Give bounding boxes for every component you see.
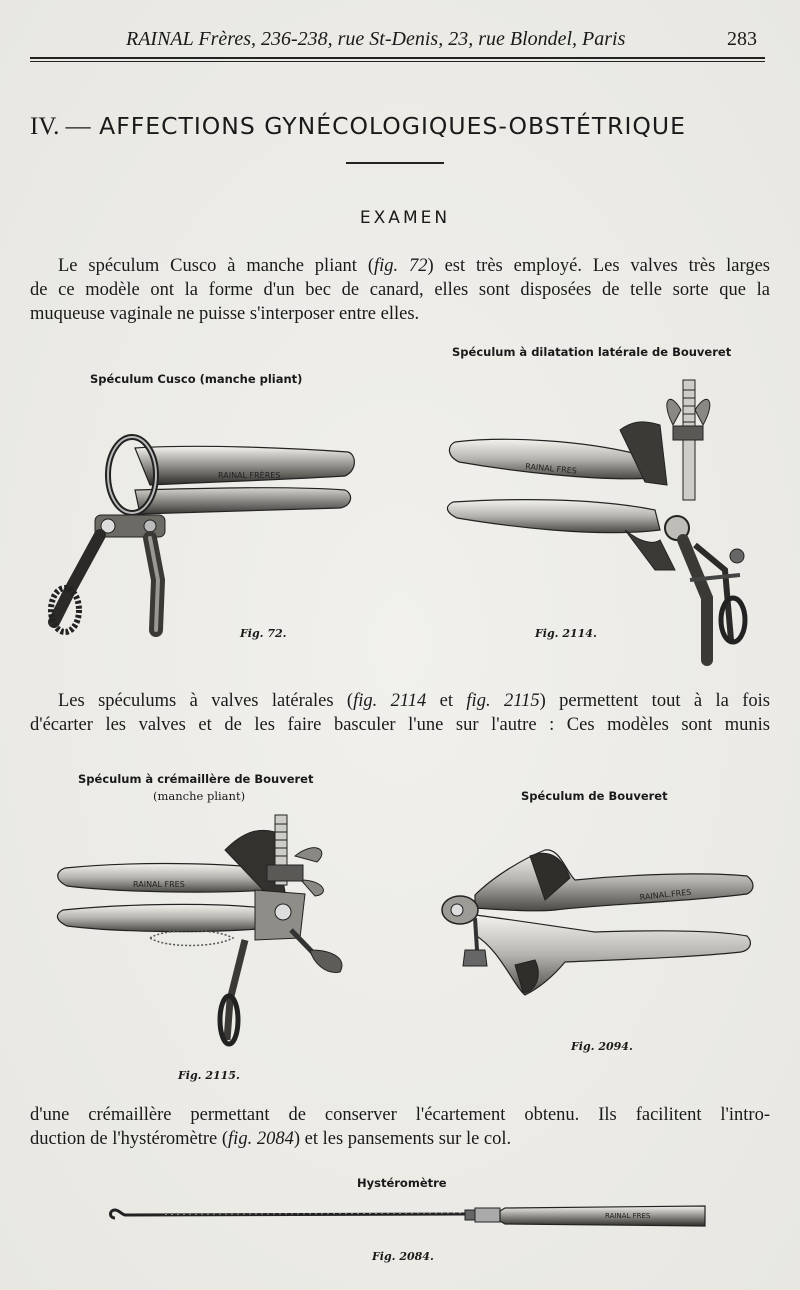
caption-hysterometre: Hystéromètre [357,1176,447,1190]
figure-reference: fig. 2084 [228,1129,294,1149]
paragraph-3-line-1: d'une crémaillère permettant de conserver l'écartement obtenu. Ils facilitent l'intro- [30,1105,770,1125]
caption-manche-pliant: (manche pliant) [153,789,246,803]
fig-label-2114: Fig. 2114. [535,627,597,640]
running-header [0,28,800,52]
page-number: 283 [727,28,757,50]
text-run: ) est très employé. Les valves très larges [427,256,770,276]
fig-label-2115: Fig. 2115. [178,1069,240,1082]
section-title: EXAMEN [359,208,451,228]
bouveret-lateral-engraving: RAINAL FRES [524,462,578,476]
figure-reference: fig. 2115 [466,691,540,711]
fig-label-2084: Fig. 2084. [372,1250,434,1263]
header-rule-thin [30,61,765,62]
text-run: ) et les pansements sur le col. [293,1129,512,1149]
caption-bouveret-cremaillere: Spéculum à crémaillère de Bouveret [78,772,314,786]
chapter-number: IV. — [30,113,91,140]
caption-bouveret-lateral: Spéculum à dilatation latérale de Bouveret [452,345,732,359]
bouveret-engraving: RAINAL.FRES [639,887,692,902]
cusco-speculum-illustration [40,430,370,660]
bouveret-lateral-speculum-illustration [445,370,765,670]
header-rule [30,57,765,59]
figure-reference: fig. 2114 [353,691,427,711]
paragraph-1-line-1 [58,254,770,278]
running-title: RAINAL Frères, 236-238, rue St-Denis, 23, rue Blondel, Paris [126,28,626,50]
fig-label-72: Fig. 72. [240,627,287,640]
hysterometre-illustration [105,1198,710,1238]
chapter-heading [30,112,686,141]
chapter-title: AFFECTIONS GYNÉCOLOGIQUES-OBSTÉTRIQUE [99,112,686,140]
hysterometre-engraving: RAINAL FRES [605,1212,651,1220]
caption-bouveret: Spéculum de Bouveret [521,789,668,803]
bouveret-speculum-illustration [435,840,755,1040]
paragraph-1-line-2: de ce modèle ont la forme d'un bec de canard, elles sont disposées de telle sorte que la [30,280,770,300]
text-run: duction de l'hystéromètre ( [30,1129,229,1149]
text-run: et [426,691,467,711]
figure-reference: fig. 72 [374,256,428,276]
paragraph-3-line-2 [30,1127,770,1151]
paragraph-2-line-1 [58,689,770,713]
section-divider [346,162,444,164]
paragraph-1-line-3: muqueuse vaginale ne puisse s'interposer entre elles. [30,304,420,324]
bouveret-cremaillere-engraving: RAINAL FRES [133,880,185,889]
paragraph-2-line-2: d'écarter les valves et de les faire basculer l'une sur l'autre : Ces modèles sont munis [30,715,770,735]
bouveret-cremaillere-speculum-illustration [55,810,365,1055]
fig-label-2094: Fig. 2094. [571,1040,633,1053]
text-run: ) permettent tout à la fois [539,691,770,711]
text-run: Le spéculum Cusco à manche pliant ( [58,256,374,276]
cusco-engraving: RAINAL FRÈRES [218,471,281,480]
caption-cusco: Spéculum Cusco (manche pliant) [90,372,303,386]
text-run: Les spéculums à valves latérales ( [58,691,354,711]
